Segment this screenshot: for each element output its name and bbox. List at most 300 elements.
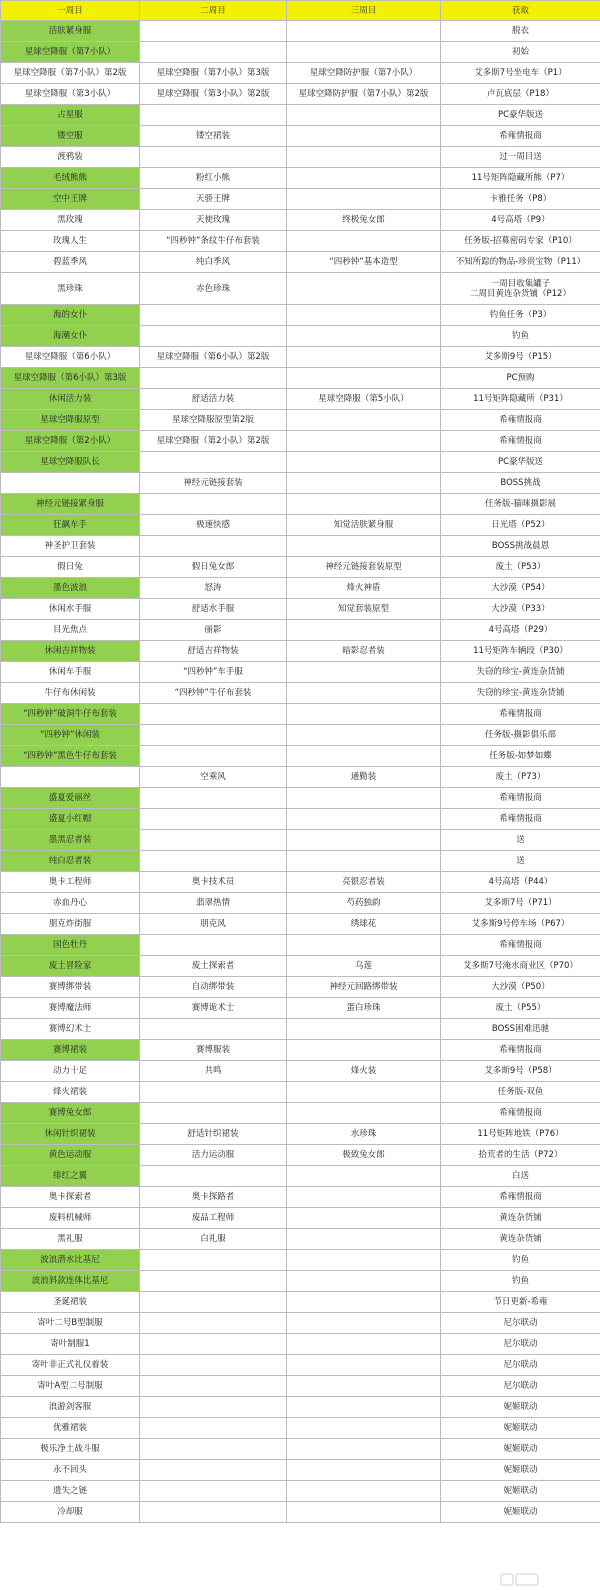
cell-cycle-2 bbox=[140, 326, 287, 347]
cell-cycle-3 bbox=[287, 683, 441, 704]
cell-cycle-3 bbox=[287, 935, 441, 956]
table-row bbox=[1, 1250, 600, 1271]
cell-cycle-3 bbox=[287, 851, 441, 872]
table-row bbox=[1, 126, 600, 147]
cell-cycle-3 bbox=[287, 1460, 441, 1481]
cell-cycle-2: 舒适针织裙装 bbox=[140, 1124, 287, 1145]
cell-cycle-1: 赤血丹心 bbox=[1, 893, 140, 914]
cell-cycle-3: 极致兔女郎 bbox=[287, 1145, 441, 1166]
table-row bbox=[1, 1313, 600, 1334]
cell-cycle-1: 永不回头 bbox=[1, 1460, 140, 1481]
cell-cycle-3: 知觉活肤紧身服 bbox=[287, 515, 441, 536]
cell-cycle-2: “四秒钟”条纹牛仔布套装 bbox=[140, 231, 287, 252]
cell-obtain: 妮姬联动 bbox=[441, 1418, 600, 1439]
cell-cycle-3 bbox=[287, 536, 441, 557]
cell-cycle-2 bbox=[140, 830, 287, 851]
cell-obtain: 黄连杂货铺 bbox=[441, 1229, 600, 1250]
cell-cycle-2: 天使玫瑰 bbox=[140, 210, 287, 231]
cell-cycle-2: 星球空降服（第6小队）第2版 bbox=[140, 347, 287, 368]
table-row bbox=[1, 662, 600, 683]
cell-cycle-3: 终极兔女郎 bbox=[287, 210, 441, 231]
cell-obtain: 任务版-招募密码专家（P10） bbox=[441, 231, 600, 252]
cell-cycle-2 bbox=[140, 746, 287, 767]
table-row bbox=[1, 1124, 600, 1145]
cell-cycle-3 bbox=[287, 725, 441, 746]
cell-cycle-3 bbox=[287, 809, 441, 830]
table-row bbox=[1, 893, 600, 914]
table-row bbox=[1, 1376, 600, 1397]
cell-cycle-1: 墨黑忍者装 bbox=[1, 830, 140, 851]
cell-cycle-1: 星球空降服（第2小队） bbox=[1, 431, 140, 452]
cell-cycle-3 bbox=[287, 1355, 441, 1376]
cell-obtain: 过一周目送 bbox=[441, 147, 600, 168]
cell-cycle-1: 碧蓝季风 bbox=[1, 252, 140, 273]
cell-cycle-2 bbox=[140, 1103, 287, 1124]
cell-cycle-2 bbox=[140, 1502, 287, 1523]
cell-cycle-2 bbox=[140, 452, 287, 473]
cell-cycle-2 bbox=[140, 851, 287, 872]
watermark-logo bbox=[500, 1572, 540, 1587]
cell-cycle-3: 神经元回路绑带装 bbox=[287, 977, 441, 998]
cell-cycle-2 bbox=[140, 368, 287, 389]
cell-cycle-2: 怒涛 bbox=[140, 578, 287, 599]
cell-obtain: 希雍情报商 bbox=[441, 1187, 600, 1208]
cell-obtain: 任务版-双鱼 bbox=[441, 1082, 600, 1103]
cell-cycle-1: 赛博兔女郎 bbox=[1, 1103, 140, 1124]
cell-cycle-2: 粉红小熊 bbox=[140, 168, 287, 189]
cell-obtain: 节日更新-希雍 bbox=[441, 1292, 600, 1313]
table-row bbox=[1, 956, 600, 977]
table-row bbox=[1, 1334, 600, 1355]
header-obtain: 获取 bbox=[441, 1, 600, 21]
cell-cycle-1: 牛仔布休闲装 bbox=[1, 683, 140, 704]
cell-cycle-1: 优雅裙装 bbox=[1, 1418, 140, 1439]
cell-obtain: 钓鱼 bbox=[441, 326, 600, 347]
cell-cycle-3: 星球空降防护服（第7小队）第2版 bbox=[287, 84, 441, 105]
cell-cycle-3: 通勤装 bbox=[287, 767, 441, 788]
cell-cycle-1: 海的女仆 bbox=[1, 305, 140, 326]
cell-cycle-3 bbox=[287, 1103, 441, 1124]
cell-obtain: PC豪华版送 bbox=[441, 105, 600, 126]
table-row bbox=[1, 767, 600, 788]
cell-obtain: 妮姬联动 bbox=[441, 1460, 600, 1481]
cell-obtain: 尼尔联动 bbox=[441, 1355, 600, 1376]
cell-cycle-3 bbox=[287, 1208, 441, 1229]
cell-cycle-2 bbox=[140, 1460, 287, 1481]
cell-cycle-1: 盛夏小红帽 bbox=[1, 809, 140, 830]
table-row bbox=[1, 147, 600, 168]
cell-cycle-2 bbox=[140, 1355, 287, 1376]
table-row bbox=[1, 977, 600, 998]
cell-cycle-3 bbox=[287, 620, 441, 641]
cell-cycle-2 bbox=[140, 536, 287, 557]
table-row bbox=[1, 704, 600, 725]
table-row bbox=[1, 494, 600, 515]
cell-obtain: 11号矩阵车辆段（P30） bbox=[441, 641, 600, 662]
cell-cycle-2 bbox=[140, 788, 287, 809]
cell-cycle-3 bbox=[287, 1019, 441, 1040]
cell-cycle-1: 赛博魔法师 bbox=[1, 998, 140, 1019]
cell-cycle-2 bbox=[140, 21, 287, 42]
cell-cycle-2: 假日兔女郎 bbox=[140, 557, 287, 578]
cell-cycle-3 bbox=[287, 746, 441, 767]
cell-cycle-2: 自动绑带装 bbox=[140, 977, 287, 998]
cell-cycle-2: 神经元链接套装 bbox=[140, 473, 287, 494]
cell-cycle-1: 星球空降服（第6小队） bbox=[1, 347, 140, 368]
cell-obtain: 艾多斯9号（P15） bbox=[441, 347, 600, 368]
cell-cycle-3: 水珍珠 bbox=[287, 1124, 441, 1145]
cell-cycle-1: 赛博裙装 bbox=[1, 1040, 140, 1061]
table-row bbox=[1, 830, 600, 851]
cell-cycle-1: 冷却服 bbox=[1, 1502, 140, 1523]
table-row bbox=[1, 578, 600, 599]
cell-obtain: 艾多斯7号淹水商业区（P70） bbox=[441, 956, 600, 977]
table-row bbox=[1, 1355, 600, 1376]
cell-obtain: 希雍情报商 bbox=[441, 809, 600, 830]
cell-cycle-2 bbox=[140, 305, 287, 326]
table-row bbox=[1, 189, 600, 210]
table-row bbox=[1, 105, 600, 126]
cell-obtain: 初始 bbox=[441, 42, 600, 63]
table-row bbox=[1, 1397, 600, 1418]
table-row bbox=[1, 42, 600, 63]
cell-cycle-1: 假日兔 bbox=[1, 557, 140, 578]
cell-cycle-3 bbox=[287, 431, 441, 452]
table-row bbox=[1, 473, 600, 494]
cell-obtain: 送 bbox=[441, 851, 600, 872]
cell-obtain: 希雍情报商 bbox=[441, 788, 600, 809]
cell-obtain: 艾多斯7号坐电车（P1） bbox=[441, 63, 600, 84]
table-row bbox=[1, 1460, 600, 1481]
cell-obtain: 11号矩阵地铁（P76） bbox=[441, 1124, 600, 1145]
cell-cycle-3 bbox=[287, 1166, 441, 1187]
table-row bbox=[1, 851, 600, 872]
cell-cycle-2: 星球空降服（第7小队）第3版 bbox=[140, 63, 287, 84]
cell-obtain: 希雍情报商 bbox=[441, 431, 600, 452]
cell-cycle-2: 赛博诡术士 bbox=[140, 998, 287, 1019]
cell-cycle-3 bbox=[287, 410, 441, 431]
cell-obtain: 钓鱼 bbox=[441, 1250, 600, 1271]
cell-cycle-3: 烽火神盾 bbox=[287, 578, 441, 599]
cell-cycle-1: 星球空降服（第6小队）第3版 bbox=[1, 368, 140, 389]
cell-cycle-1: 神经元链接紧身服 bbox=[1, 494, 140, 515]
cell-cycle-1: 波浪潜水比基尼 bbox=[1, 1250, 140, 1271]
header-row bbox=[1, 1, 600, 21]
cell-obtain: BOSS挑战晨恩 bbox=[441, 536, 600, 557]
cell-obtain: 拾荒者的生活（P72） bbox=[441, 1145, 600, 1166]
cell-cycle-2: 赤色珍珠 bbox=[140, 273, 287, 305]
cell-cycle-2: 活力运动服 bbox=[140, 1145, 287, 1166]
table-header bbox=[1, 1, 600, 21]
cell-cycle-1: 镂空服 bbox=[1, 126, 140, 147]
cell-cycle-2: 天骄王牌 bbox=[140, 189, 287, 210]
cell-cycle-1: 星球空降服（第7小队） bbox=[1, 42, 140, 63]
cell-cycle-2 bbox=[140, 1481, 287, 1502]
cell-cycle-2: “四秒钟”牛仔布套装 bbox=[140, 683, 287, 704]
cell-cycle-2: 舒适水手服 bbox=[140, 599, 287, 620]
table-row bbox=[1, 1061, 600, 1082]
cell-cycle-2 bbox=[140, 1397, 287, 1418]
cell-cycle-2: 空乘风 bbox=[140, 767, 287, 788]
cell-cycle-3 bbox=[287, 1229, 441, 1250]
header-cycle-3: 三周目 bbox=[287, 1, 441, 21]
cell-cycle-1: 玫瑰人生 bbox=[1, 231, 140, 252]
cell-cycle-3 bbox=[287, 147, 441, 168]
cell-cycle-1: 波浪斜款连体比基尼 bbox=[1, 1271, 140, 1292]
cell-cycle-2 bbox=[140, 147, 287, 168]
cell-obtain: 任务版-猫咪摄影展 bbox=[441, 494, 600, 515]
cell-cycle-3 bbox=[287, 1397, 441, 1418]
cell-obtain: 日光塔（P52） bbox=[441, 515, 600, 536]
table-row bbox=[1, 410, 600, 431]
cell-cycle-2 bbox=[140, 1082, 287, 1103]
cell-cycle-2: 朋克风 bbox=[140, 914, 287, 935]
cell-obtain: 大沙漠（P54） bbox=[441, 578, 600, 599]
cell-obtain: 卢瓦底层（P18） bbox=[441, 84, 600, 105]
table-row bbox=[1, 326, 600, 347]
cell-cycle-1: 休闲活力装 bbox=[1, 389, 140, 410]
cell-cycle-1: 星球空降服（第3小队） bbox=[1, 84, 140, 105]
cell-cycle-3 bbox=[287, 494, 441, 515]
cell-cycle-1 bbox=[1, 767, 140, 788]
cell-cycle-3 bbox=[287, 105, 441, 126]
cell-cycle-2: 奥卡探路者 bbox=[140, 1187, 287, 1208]
cell-cycle-2: 白礼服 bbox=[140, 1229, 287, 1250]
table-row bbox=[1, 683, 600, 704]
cell-cycle-2: 舒适吉祥物装 bbox=[140, 641, 287, 662]
cell-cycle-2: 镂空裙装 bbox=[140, 126, 287, 147]
table-row bbox=[1, 725, 600, 746]
cell-cycle-3 bbox=[287, 1040, 441, 1061]
cell-cycle-2 bbox=[140, 1019, 287, 1040]
table-row bbox=[1, 998, 600, 1019]
cell-obtain: 4号高塔（P9） bbox=[441, 210, 600, 231]
cell-obtain: 尼尔联动 bbox=[441, 1334, 600, 1355]
cell-cycle-1: 奥卡探索者 bbox=[1, 1187, 140, 1208]
cell-cycle-2 bbox=[140, 1334, 287, 1355]
cell-cycle-1: 星球空降服队长 bbox=[1, 452, 140, 473]
table-row bbox=[1, 1481, 600, 1502]
cell-cycle-2 bbox=[140, 1439, 287, 1460]
cell-obtain: 卡雅任务（P8） bbox=[441, 189, 600, 210]
cell-cycle-1: 海潮女仆 bbox=[1, 326, 140, 347]
cell-cycle-1: 渡鸦装 bbox=[1, 147, 140, 168]
cell-cycle-1: 国色牡丹 bbox=[1, 935, 140, 956]
cell-cycle-2: 极速快感 bbox=[140, 515, 287, 536]
cell-cycle-1: 盛夏爱丽丝 bbox=[1, 788, 140, 809]
cell-obtain: BOSS挑战 bbox=[441, 473, 600, 494]
cell-cycle-1: “四秒钟”休闲装 bbox=[1, 725, 140, 746]
cell-cycle-3 bbox=[287, 662, 441, 683]
table-row bbox=[1, 21, 600, 42]
header-cycle-1: 一周目 bbox=[1, 1, 140, 21]
table-row bbox=[1, 63, 600, 84]
cell-cycle-3 bbox=[287, 452, 441, 473]
cell-cycle-1: 休闲车手服 bbox=[1, 662, 140, 683]
cell-obtain: 妮姬联动 bbox=[441, 1439, 600, 1460]
cell-cycle-1: 星球空降服原型 bbox=[1, 410, 140, 431]
cell-obtain: 大沙漠（P33） bbox=[441, 599, 600, 620]
cell-cycle-2: 废土探索者 bbox=[140, 956, 287, 977]
table-row bbox=[1, 210, 600, 231]
cell-cycle-1: 寄叶二号B型制服 bbox=[1, 1313, 140, 1334]
table-row bbox=[1, 515, 600, 536]
cell-obtain: 大沙漠（P50） bbox=[441, 977, 600, 998]
table-row bbox=[1, 84, 600, 105]
cell-cycle-3: 乌莲 bbox=[287, 956, 441, 977]
cell-obtain: 希雍情报商 bbox=[441, 410, 600, 431]
cell-cycle-3 bbox=[287, 368, 441, 389]
cell-cycle-1: 神圣护卫套装 bbox=[1, 536, 140, 557]
cell-cycle-3 bbox=[287, 788, 441, 809]
cell-cycle-3 bbox=[287, 1271, 441, 1292]
table-row bbox=[1, 1502, 600, 1523]
cell-cycle-3: 亮银忍者装 bbox=[287, 872, 441, 893]
cell-cycle-3 bbox=[287, 830, 441, 851]
cell-cycle-3: 星球空降防护服（第7小队） bbox=[287, 63, 441, 84]
cell-cycle-1: 星球空降服（第7小队）第2版 bbox=[1, 63, 140, 84]
cell-cycle-1: 极乐净土战斗服 bbox=[1, 1439, 140, 1460]
cell-obtain: 妮姬联动 bbox=[441, 1481, 600, 1502]
table-row bbox=[1, 1229, 600, 1250]
cell-cycle-2: 丽影 bbox=[140, 620, 287, 641]
cell-cycle-1: 动力十足 bbox=[1, 1061, 140, 1082]
table-row bbox=[1, 557, 600, 578]
cell-obtain: 脱衣 bbox=[441, 21, 600, 42]
cell-cycle-2: 翡翠热情 bbox=[140, 893, 287, 914]
cell-cycle-3 bbox=[287, 1250, 441, 1271]
cell-obtain: 艾多斯9号停车场（P67） bbox=[441, 914, 600, 935]
cell-cycle-2: 纯白季风 bbox=[140, 252, 287, 273]
cell-obtain: 黄连杂货铺 bbox=[441, 1208, 600, 1229]
table-row bbox=[1, 872, 600, 893]
cell-cycle-3 bbox=[287, 273, 441, 305]
table-row bbox=[1, 368, 600, 389]
cell-cycle-1: 绯红之翼 bbox=[1, 1166, 140, 1187]
cell-cycle-3 bbox=[287, 1481, 441, 1502]
cell-cycle-3 bbox=[287, 1376, 441, 1397]
cell-obtain: 11号矩阵隐藏所（P31） bbox=[441, 389, 600, 410]
cell-cycle-2 bbox=[140, 105, 287, 126]
cell-cycle-1: 狂飙车手 bbox=[1, 515, 140, 536]
table-row bbox=[1, 273, 600, 305]
cell-cycle-3: 烽火装 bbox=[287, 1061, 441, 1082]
table-row bbox=[1, 168, 600, 189]
cell-obtain: 一周目收集罐子 二周目黄连杂货铺（P12） bbox=[441, 273, 600, 305]
cell-cycle-1: 烽火裙装 bbox=[1, 1082, 140, 1103]
cell-obtain: 尼尔联动 bbox=[441, 1376, 600, 1397]
cell-cycle-1: 浪游剑客服 bbox=[1, 1397, 140, 1418]
cell-cycle-2 bbox=[140, 1271, 287, 1292]
cell-obtain: PC豪华版送 bbox=[441, 452, 600, 473]
cell-cycle-1 bbox=[1, 473, 140, 494]
table-row bbox=[1, 620, 600, 641]
table-row bbox=[1, 252, 600, 273]
cell-obtain: 4号高塔（P29） bbox=[441, 620, 600, 641]
cell-cycle-1: 目光焦点 bbox=[1, 620, 140, 641]
cell-obtain: 艾多斯7号（P71） bbox=[441, 893, 600, 914]
cell-obtain: 妮姬联动 bbox=[441, 1397, 600, 1418]
cell-cycle-1: 黑玫瑰 bbox=[1, 210, 140, 231]
cell-cycle-2 bbox=[140, 935, 287, 956]
cell-cycle-3 bbox=[287, 42, 441, 63]
table-row bbox=[1, 452, 600, 473]
cell-cycle-1: “四秒钟”破洞牛仔布套装 bbox=[1, 704, 140, 725]
cell-cycle-1: 墨色波浪 bbox=[1, 578, 140, 599]
table-row bbox=[1, 1019, 600, 1040]
cell-cycle-1: 黄色运动服 bbox=[1, 1145, 140, 1166]
cell-cycle-2: 废品工程师 bbox=[140, 1208, 287, 1229]
cell-cycle-1: 纯白忍者装 bbox=[1, 851, 140, 872]
cell-cycle-2: 星球空降服原型第2版 bbox=[140, 410, 287, 431]
table-row bbox=[1, 231, 600, 252]
cell-cycle-2 bbox=[140, 809, 287, 830]
cell-obtain: PC预购 bbox=[441, 368, 600, 389]
table-row bbox=[1, 809, 600, 830]
cell-cycle-2 bbox=[140, 1376, 287, 1397]
cell-cycle-2 bbox=[140, 1418, 287, 1439]
cell-cycle-2: 奥卡技术员 bbox=[140, 872, 287, 893]
cell-obtain: 尼尔联动 bbox=[441, 1313, 600, 1334]
cell-obtain: 任务版-摄影俱乐部 bbox=[441, 725, 600, 746]
table-row bbox=[1, 1271, 600, 1292]
cell-obtain: 希雍情报商 bbox=[441, 704, 600, 725]
cell-obtain: 希雍情报商 bbox=[441, 126, 600, 147]
table-body bbox=[1, 21, 600, 1523]
cell-cycle-3 bbox=[287, 305, 441, 326]
cell-cycle-1: 废土冒险家 bbox=[1, 956, 140, 977]
table-row bbox=[1, 935, 600, 956]
cell-cycle-1: “四秒钟”黑色牛仔布套装 bbox=[1, 746, 140, 767]
table-row bbox=[1, 746, 600, 767]
cell-cycle-3 bbox=[287, 704, 441, 725]
cell-cycle-3: “四秒钟”基本造型 bbox=[287, 252, 441, 273]
table-row bbox=[1, 347, 600, 368]
cell-cycle-3: 知觉套装原型 bbox=[287, 599, 441, 620]
cell-cycle-1: 圣诞裙装 bbox=[1, 1292, 140, 1313]
cell-obtain: 不知所踪的物品-珍贵宝物（P11） bbox=[441, 252, 600, 273]
cell-cycle-3 bbox=[287, 126, 441, 147]
table-row bbox=[1, 1103, 600, 1124]
cell-cycle-1: 寄叶非正式礼仪着装 bbox=[1, 1355, 140, 1376]
table-row bbox=[1, 599, 600, 620]
cell-cycle-1: 空中王牌 bbox=[1, 189, 140, 210]
cell-cycle-1: 毛绒熊熊 bbox=[1, 168, 140, 189]
cell-cycle-3 bbox=[287, 1334, 441, 1355]
cell-cycle-3 bbox=[287, 231, 441, 252]
cell-cycle-3 bbox=[287, 1313, 441, 1334]
cell-obtain: 废土（P55） bbox=[441, 998, 600, 1019]
cell-cycle-3: 暗影忍者装 bbox=[287, 641, 441, 662]
cell-obtain: 妮姬联动 bbox=[441, 1502, 600, 1523]
cell-obtain: 4号高塔（P44） bbox=[441, 872, 600, 893]
cell-obtain: 11号矩阵隐藏所熊（P7） bbox=[441, 168, 600, 189]
cell-cycle-1: 黑珍珠 bbox=[1, 273, 140, 305]
cell-cycle-2 bbox=[140, 1166, 287, 1187]
cell-obtain: 艾多斯9号（P58） bbox=[441, 1061, 600, 1082]
cell-cycle-1: 赛博幻术士 bbox=[1, 1019, 140, 1040]
cell-obtain: 任务版-如梦如蝶 bbox=[441, 746, 600, 767]
cell-cycle-2 bbox=[140, 1313, 287, 1334]
cell-obtain: 白送 bbox=[441, 1166, 600, 1187]
cell-obtain: 希雍情报商 bbox=[441, 935, 600, 956]
cell-cycle-3 bbox=[287, 189, 441, 210]
cell-cycle-3: 星球空降服（第5小队） bbox=[287, 389, 441, 410]
cell-cycle-2 bbox=[140, 1292, 287, 1313]
cell-cycle-1: 朋克炸街服 bbox=[1, 914, 140, 935]
cell-cycle-2: 星球空降服（第2小队）第2版 bbox=[140, 431, 287, 452]
cell-cycle-3 bbox=[287, 1439, 441, 1460]
